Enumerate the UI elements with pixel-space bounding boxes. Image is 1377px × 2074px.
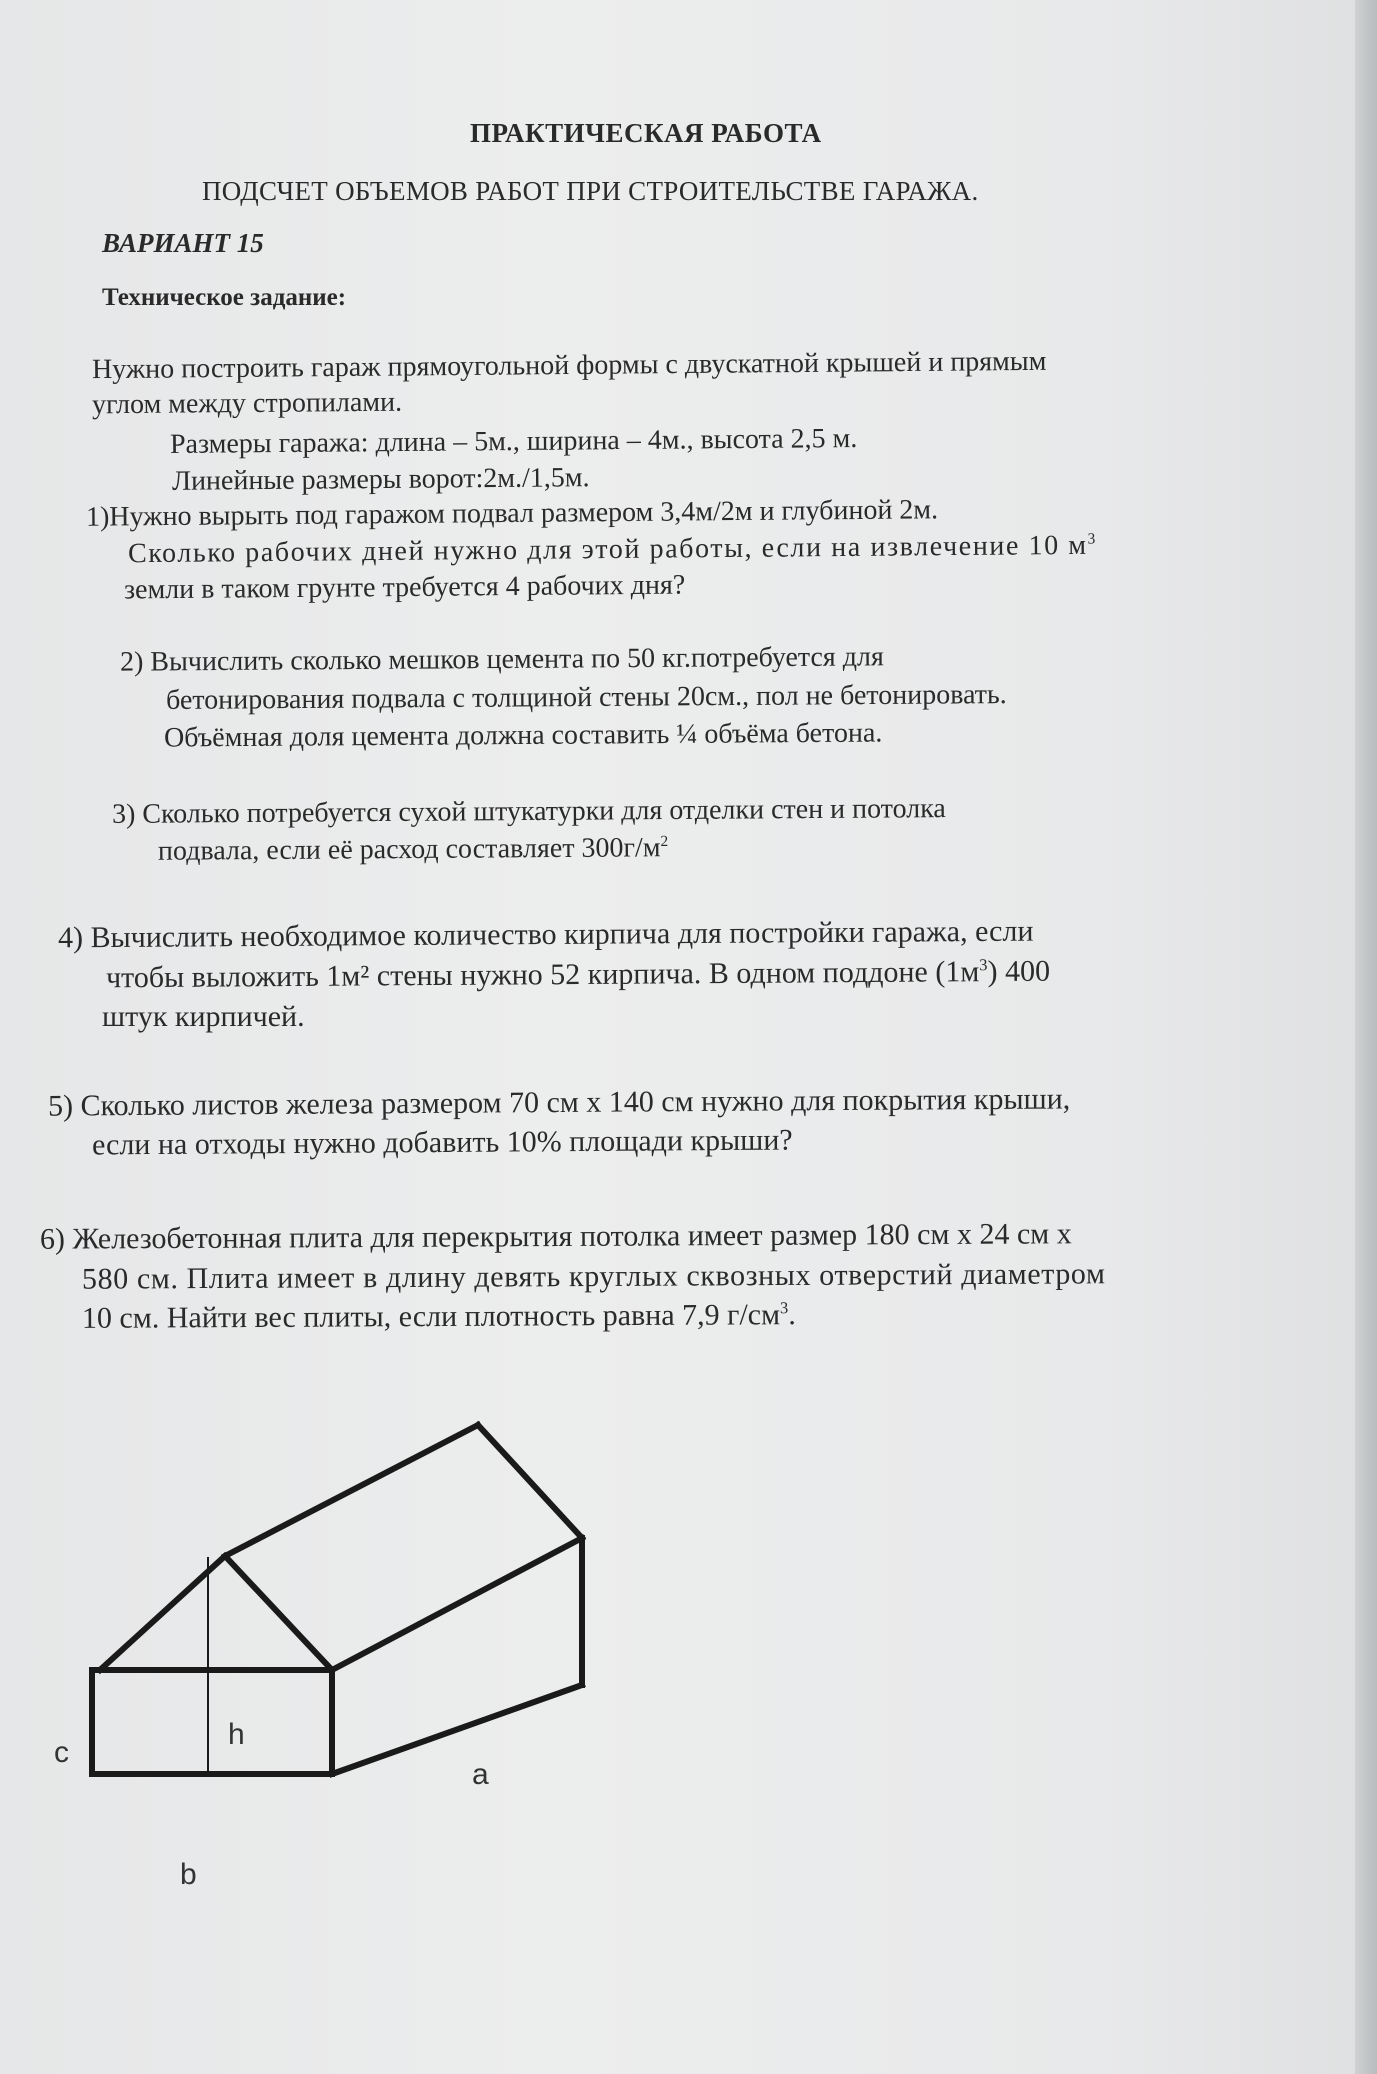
task-6-line-3: 10 см. Найти вес плиты, если плотность равна 7,9 $г/см^3$. [81, 1298, 796, 1335]
variant-label: ВАРИАНТ 15 [102, 228, 264, 258]
label-b: b [180, 1858, 197, 1891]
task-2-line-2: бетонирования подвала с толщиной стены 20см., пол не бетонировать. [165, 679, 1007, 716]
task-2-line-3: Объёмная доля цемента должна составить ¼ объёма бетона. [163, 717, 883, 754]
task-4-line-3: штук кирпичей. [102, 1000, 305, 1033]
task-2-line-1: 2) Вычислить сколько мешков цемента по 50 кг.потребуется для [119, 641, 884, 678]
side-wall-bottom-line [332, 1685, 582, 1774]
label-h: h [228, 1718, 245, 1751]
page-title: ПРАКТИЧЕСКАЯ РАБОТА [470, 118, 822, 148]
roof-back-slope-line [478, 1425, 582, 1538]
task-4-line-2: чтобы выложить 1м² стены нужно 52 кирпича. В одном поддоне $(1м^3)$ 400 [105, 954, 1051, 995]
front-wall-outline [92, 1670, 332, 1774]
task-6-line-2: 580 см. Плита имеет в длину девять круглых сквозных отверстий диаметром [81, 1257, 1106, 1296]
paper-edge-shadow [1355, 0, 1377, 2074]
task-3-line-2: подвала, если её расход составляет $300г/м^2$ [157, 832, 669, 867]
task-1-line-3: земли в таком грунте требуется 4 рабочих дня? [123, 569, 686, 606]
roof-eave-line [332, 1538, 582, 1670]
intro-line-2: углом между стропилами. [91, 386, 403, 421]
task-5-line-2: если на отходы нужно добавить 10% площади крыши? [91, 1123, 793, 1162]
front-gable-outline [100, 1556, 332, 1670]
task-4-line-1: 4) Вычислить необходимое количество кирпича для постройки гаража, если [57, 914, 1034, 955]
label-a: a [472, 1758, 489, 1791]
label-c: c [54, 1736, 69, 1769]
garage-diagram [0, 1400, 620, 1920]
task-1-line-2: Сколько рабочих дней нужно для этой работы, если на извлечение 10 $м^3$ [127, 529, 1097, 570]
intro-line-1: Нужно построить гараж прямоугольной формы с двускатной крышей и прямым [91, 345, 1047, 386]
task-5-line-1: 5) Сколько листов железа размером 70 см х 140 см нужно для покрытия крыши, [47, 1082, 1071, 1123]
spec-heading: Техническое задание: [102, 284, 347, 311]
page-subtitle: ПОДСЧЕТ ОБЪЕМОВ РАБОТ ПРИ СТРОИТЕЛЬСТВЕ ГАРАЖА. [202, 176, 979, 206]
task-3-line-1: 3) Сколько потребуется сухой штукатурки для отделки стен и потолка [111, 793, 946, 830]
task-6-line-1: 6) Железобетонная плита для перекрытия потолка имеет размер 180 см х 24 см х [39, 1217, 1072, 1256]
task-1-line-1: 1)Нужно вырыть под гаражом подвал размером 3,4м/2м и глубиной 2м. [85, 494, 939, 533]
roof-ridge-line [225, 1425, 478, 1556]
intro-gate-dimensions: Линейные размеры ворот:2м./1,5м. [171, 462, 590, 497]
intro-dimensions: Размеры гаража: длина – 5м., ширина – 4м., высота 2,5 м. [169, 423, 858, 460]
